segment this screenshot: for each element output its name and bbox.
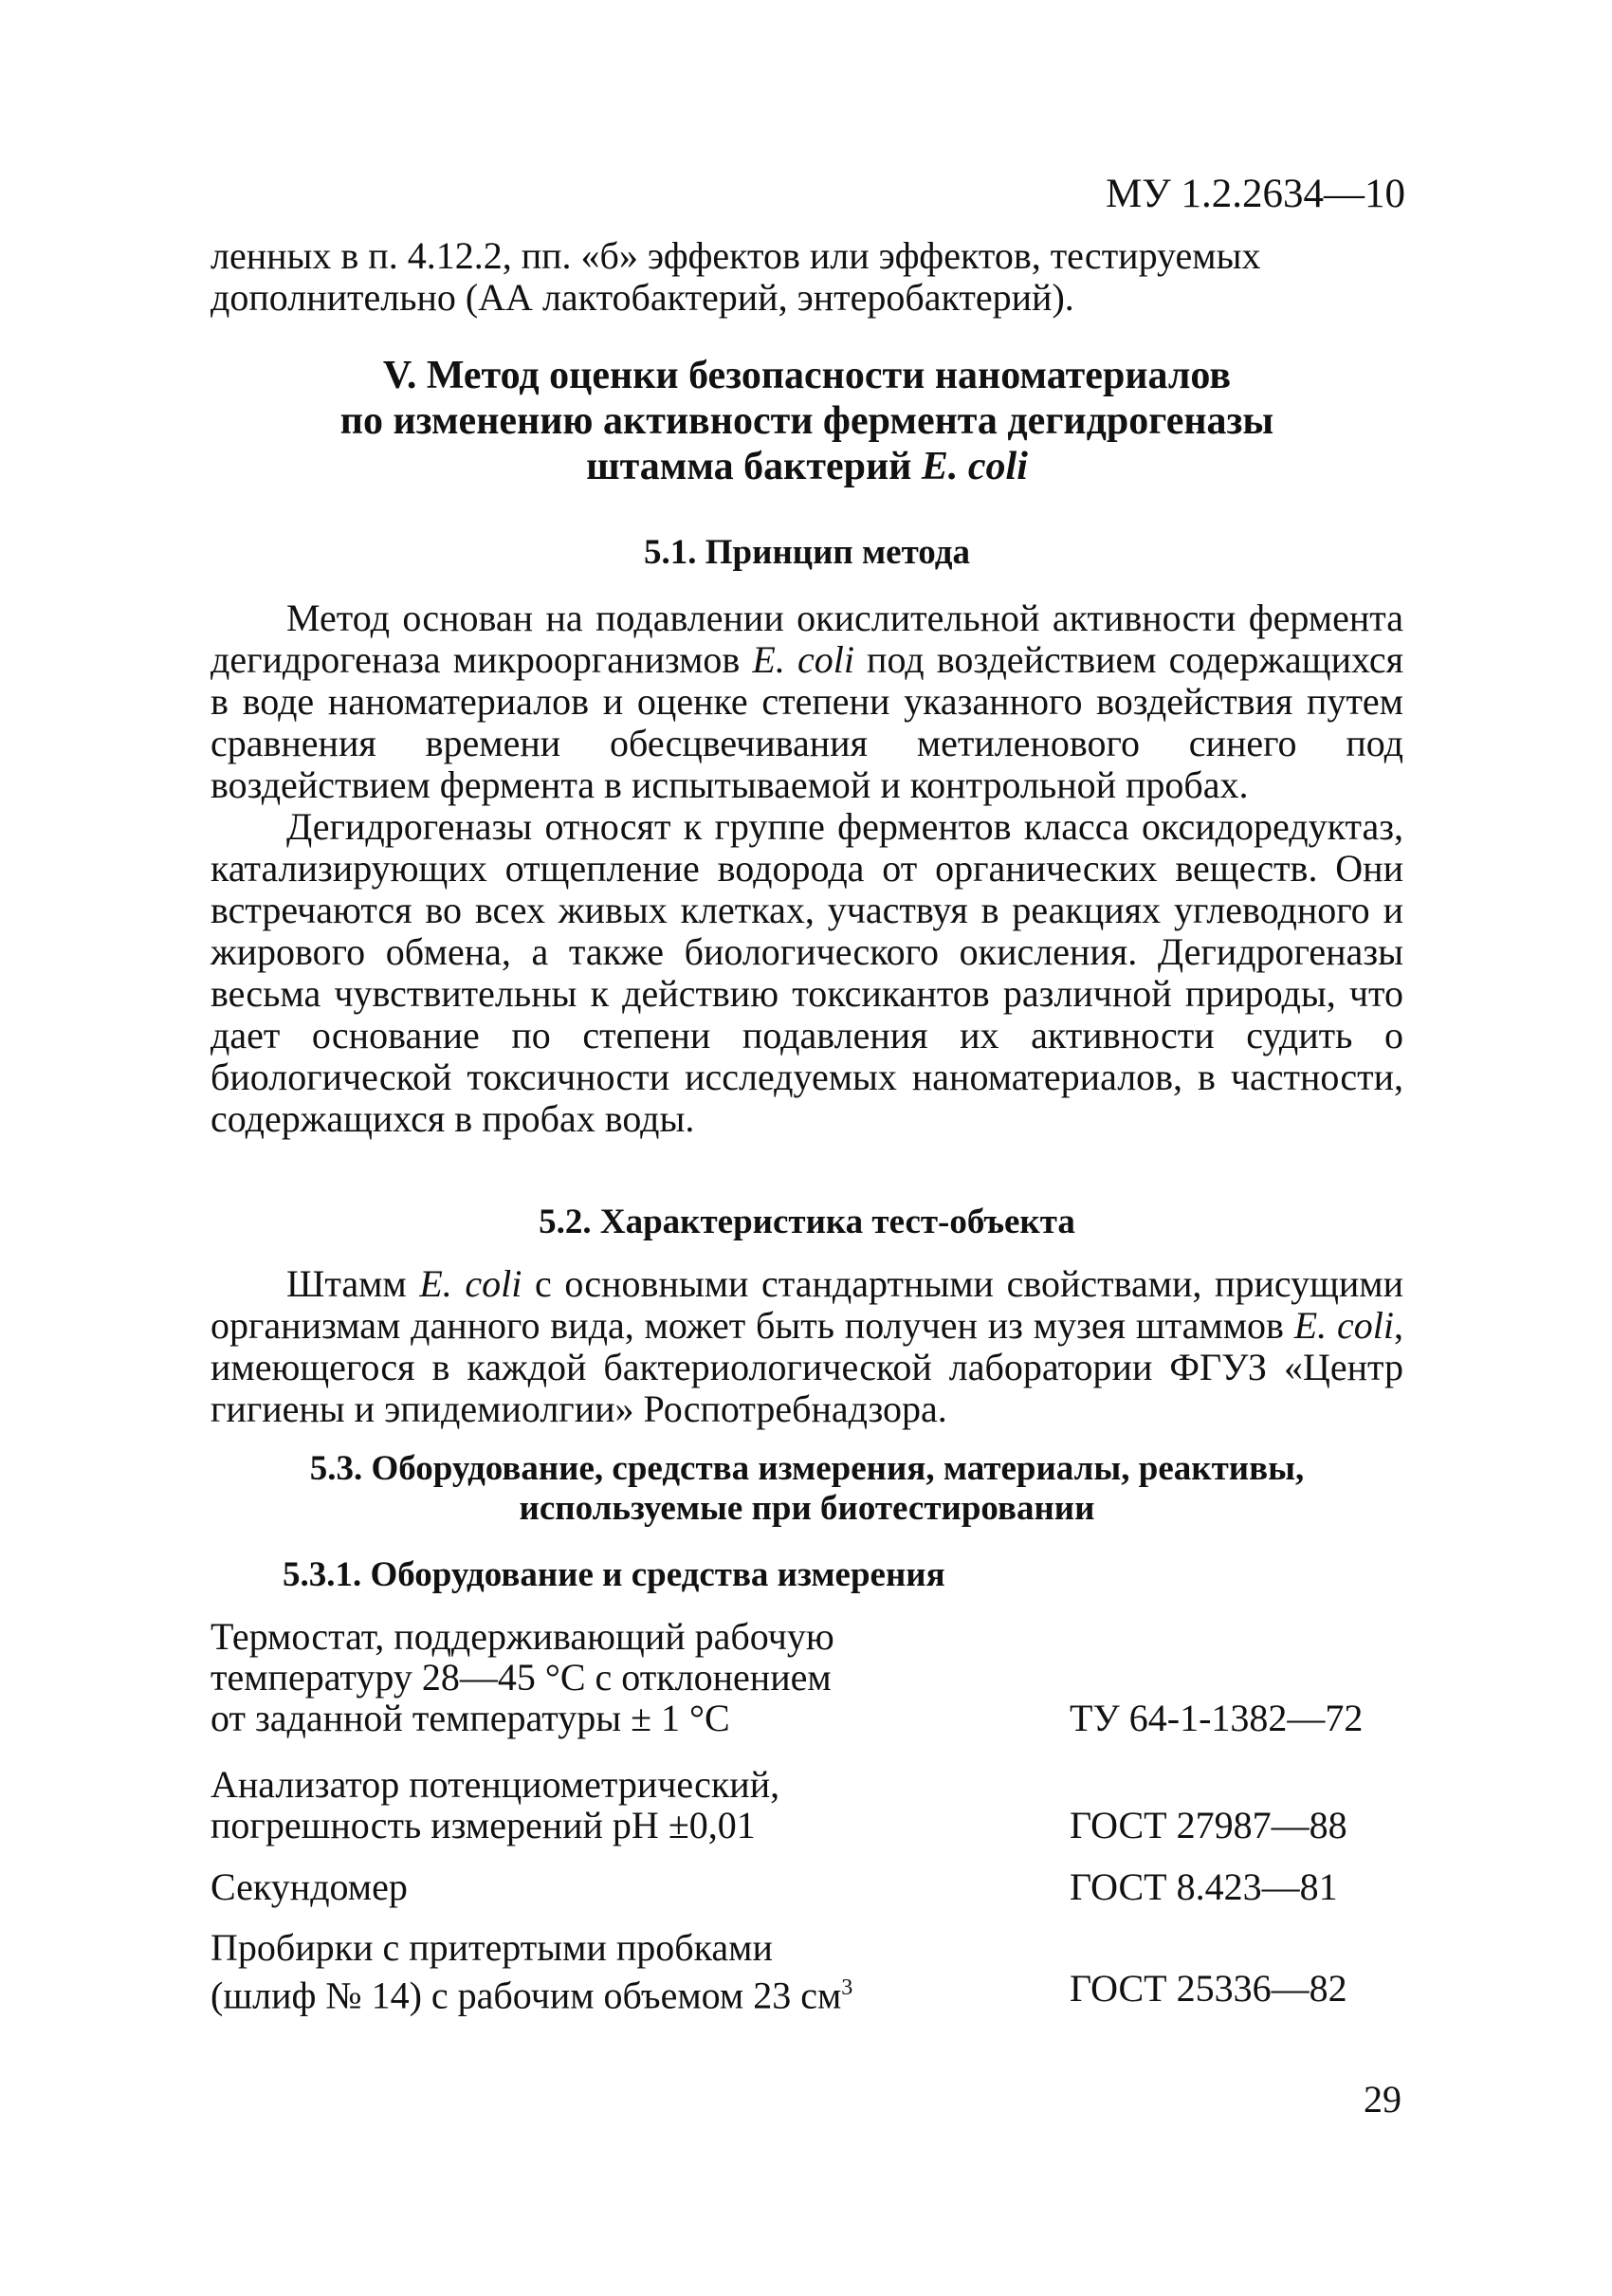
section-5-3-1-heading <box>211 1555 1403 1595</box>
p52-ecoli-2: E. coli <box>1293 1304 1394 1347</box>
intro-line-2: дополнительно (АА лактобактерий, энтеробактерий). <box>211 276 1074 319</box>
p52-part-a: Штамм <box>286 1262 420 1305</box>
document-code: МУ 1.2.2634—10 <box>1106 172 1405 216</box>
equipment-name-line-1: Пробирки с притертыми пробками <box>211 1926 773 1969</box>
equipment-name-line-2: погрешность измерений рН ±0,01 <box>211 1804 756 1846</box>
section-5-2-heading: 5.2. Характеристика тест-объекта <box>539 1203 1075 1241</box>
section-5-1 <box>211 533 1403 573</box>
cubic-superscript: 3 <box>841 1975 853 2000</box>
p52-part-c: с основными стандартными свойствами, присущими организмам данного вида, может быть получен из музея штаммов <box>211 1262 1404 1347</box>
section-5-2-paragraph <box>211 1263 1403 1430</box>
p1-ecoli: E. coli <box>752 638 854 681</box>
equipment-name-line-1: Анализатор потенциометрический, <box>211 1763 780 1806</box>
equipment-name <box>211 1927 988 2015</box>
section-5-title-ecoli: E. coli <box>921 445 1028 488</box>
section-5-3-heading <box>211 1449 1403 1529</box>
equipment-standard: ГОСТ 8.423—81 <box>1070 1865 1338 1908</box>
p52-part-e: , имеющегося в каждой бактериологической лаборатории ФГУЗ «Центр гигиены и эпидемиолгии» Роспотребнадзора. <box>211 1304 1403 1430</box>
intro-line-1: ленных в п. 4.12.2, пп. «б» эффектов или эффектов, тестируемых <box>211 234 1261 277</box>
section-5-3-1-heading-text: 5.3.1. Оборудование и средства измерения <box>283 1555 945 1594</box>
equipment-name <box>211 1616 988 1738</box>
section-5-2-body <box>211 1263 1403 1430</box>
section-5-2 <box>211 1203 1403 1242</box>
intro-paragraph <box>211 235 1403 319</box>
equipment-name-line-1: Секундомер <box>211 1865 408 1908</box>
section-5-title <box>211 353 1403 489</box>
section-5-1-body <box>211 597 1403 1140</box>
equipment-standard: ТУ 64-1-1382—72 <box>1070 1697 1364 1739</box>
section-5-1-paragraph-2: Дегидрогеназы относят к группе ферментов класса оксидоредуктаз, катализирующих отщепление водорода от органических веществ. Они встречаются во всех живых клетках, участвуя в реакциях углеводного и жирового обмена, а также биологического окисления. Дегидрогеназы весьма чувствительны к действию токсикантов различной природы, что дает основание по степени подавления их активности судить о биологической токсичности исследуемых наноматериалов, в частности, содержащихся в пробах воды. <box>211 805 1403 1140</box>
page-number: 29 <box>1364 2078 1401 2121</box>
section-5-3-heading-line-2: используемые при биотестировании <box>519 1489 1095 1528</box>
equipment-name-line-2: (шлиф № 14) с рабочим объемом 23 см <box>211 1974 842 2017</box>
equipment-standard: ГОСТ 25336—82 <box>1070 1967 1347 2010</box>
equipment-name <box>211 1764 988 1846</box>
p1-part-a: Метод основан на подавлении окислительной активности фермента дегидрогеназа микроорганизмов <box>211 597 1403 681</box>
equipment-name-line-1: Термостат, поддерживающий рабочую <box>211 1615 834 1658</box>
equipment-standard: ГОСТ 27987—88 <box>1070 1804 1347 1846</box>
equipment-name <box>211 1866 988 1907</box>
p52-ecoli-1: E. coli <box>419 1262 522 1305</box>
equipment-name-line-2: температуру 28—45 °С с отклонением <box>211 1656 832 1699</box>
section-5-1-paragraph-1 <box>211 597 1403 806</box>
equipment-name-line-3: от заданной температуры ± 1 °С <box>211 1697 730 1739</box>
p1-part-c: под воздействием содержащихся в воде наноматериалов и оценке степени указанного воздействия путем сравнения времени обесцвечивания метиленового синего под воздействием фермента в испытываемой и контрольной пробах. <box>211 638 1403 806</box>
section-5-1-heading: 5.1. Принцип метода <box>644 533 970 572</box>
section-5-3-heading-line-1: 5.3. Оборудование, средства измерения, материалы, реактивы, <box>309 1449 1305 1488</box>
section-5-title-line-2: по изменению активности фермента дегидрогеназы <box>339 399 1274 443</box>
section-5-title-line-3 <box>211 444 1403 489</box>
section-5-title-line-3-text: штамма бактерий <box>586 445 922 488</box>
section-5-title-line-1: V. Метод оценки безопасности наноматериалов <box>382 354 1232 397</box>
